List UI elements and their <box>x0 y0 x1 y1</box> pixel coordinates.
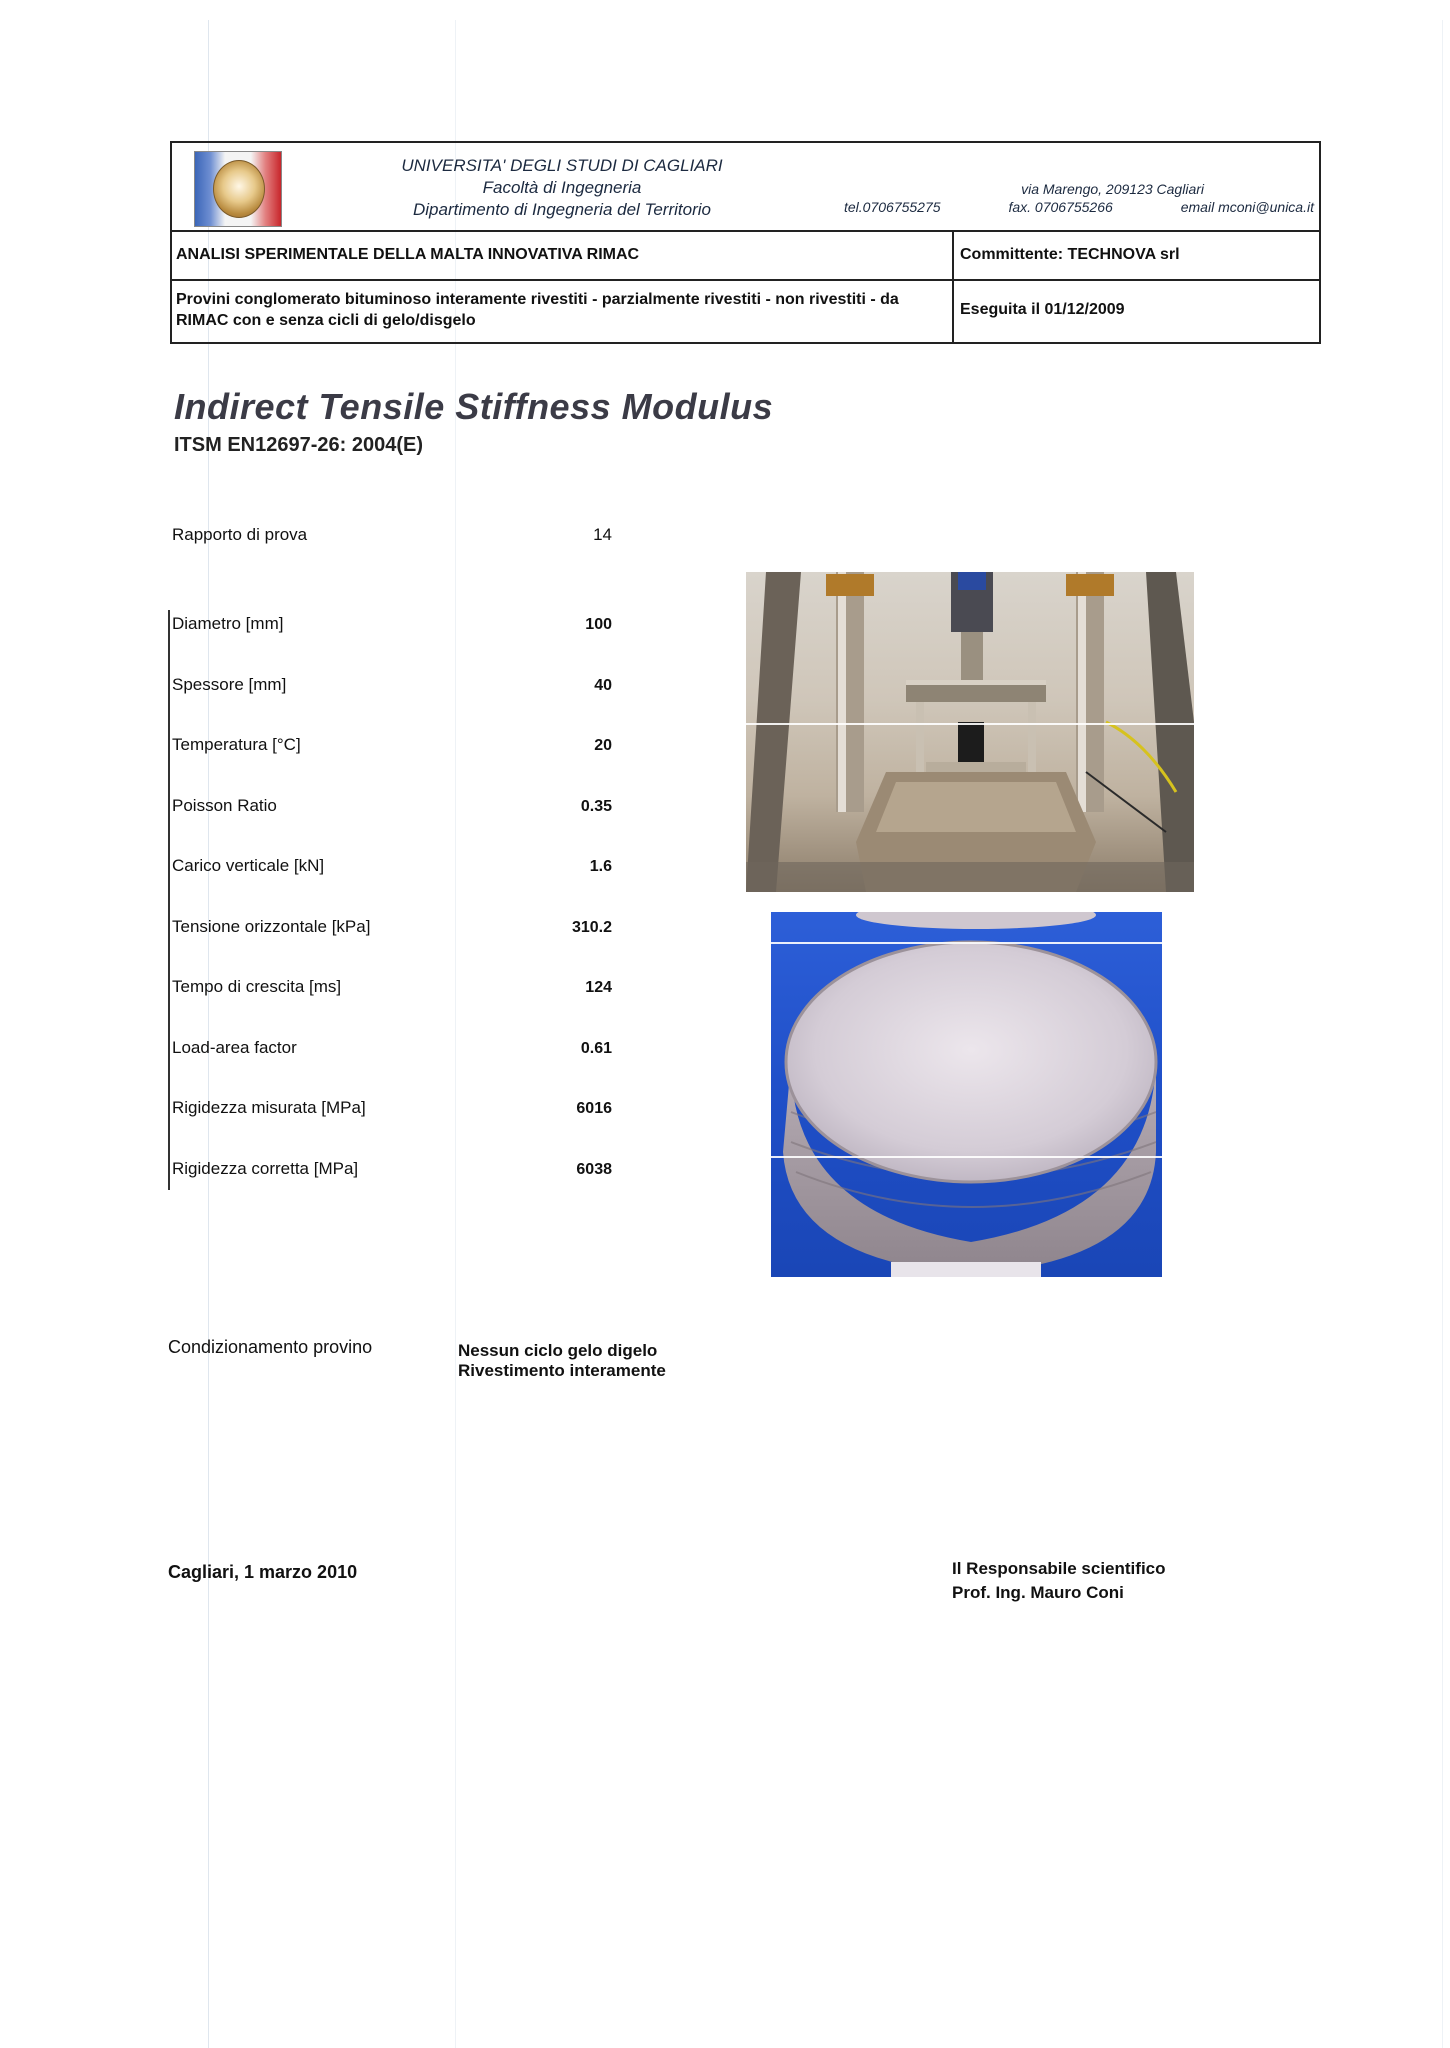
place-date: Cagliari, 1 marzo 2010 <box>168 1562 358 1582</box>
document-title: Indirect Tensile Stiffness Modulus <box>174 386 774 427</box>
param-row <box>172 674 612 736</box>
scan-artifact-line <box>771 1156 1162 1158</box>
testing-machine-photo <box>746 572 1194 892</box>
param-row <box>172 1158 612 1220</box>
param-value: 20 <box>594 737 612 754</box>
signatory-role: Il Responsabile scientifico <box>952 1559 1166 1578</box>
parameters-bracket <box>168 610 170 1190</box>
scan-artifact-line <box>1442 20 1443 2048</box>
phone: tel.0706755275 <box>844 199 941 215</box>
header-row-analysis <box>172 232 1319 281</box>
param-label: Poisson Ratio <box>172 795 277 815</box>
university-name: UNIVERSITA' DEGLI STUDI DI CAGLIARI <box>401 156 723 175</box>
param-label: Rigidezza corretta [MPa] <box>172 1158 359 1178</box>
institution-block <box>392 155 732 221</box>
param-value: 0.61 <box>580 1039 612 1057</box>
conditioning-values <box>458 1341 666 1381</box>
param-label: Tensione orizzontale [kPa] <box>172 916 371 936</box>
university-logo <box>194 151 282 227</box>
client: Committente: TECHNOVA srl <box>960 246 1180 263</box>
scan-artifact-line <box>771 942 1162 944</box>
conditioning-label: Condizionamento provino <box>168 1337 373 1357</box>
coated-sample-illustration <box>771 912 1162 1277</box>
param-value: 100 <box>585 616 612 633</box>
specimens-description: Provini conglomerato bituminoso interamente rivestiti - parzialmente rivestiti - non rivestiti - da RIMAC con e senza cicli di gelo/disgelo <box>176 291 899 329</box>
param-row <box>172 614 612 675</box>
param-row <box>172 1098 612 1159</box>
param-row <box>172 916 612 978</box>
testing-machine-illustration <box>746 572 1194 892</box>
contact-line <box>844 199 1314 215</box>
param-value: 124 <box>585 979 612 996</box>
department-name: Dipartimento di Ingegneria del Territorio <box>413 200 711 219</box>
report-value: 14 <box>593 525 612 544</box>
param-value: 6038 <box>576 1160 612 1178</box>
report-label: Rapporto di prova <box>172 525 308 544</box>
conditioning-line-2: Rivestimento interamente <box>458 1361 666 1380</box>
signature-block <box>952 1557 1166 1605</box>
column-divider <box>952 281 954 342</box>
param-row <box>172 977 612 1038</box>
param-value: 310.2 <box>571 918 612 936</box>
header-box <box>170 141 1321 344</box>
scan-artifact-line <box>746 723 1194 725</box>
conditioning-line-1: Nessun ciclo gelo digelo <box>458 1341 658 1360</box>
param-label: Spessore [mm] <box>172 674 287 694</box>
header-row-specimens <box>172 281 1319 342</box>
param-label: Load-area factor <box>172 1037 297 1057</box>
param-value: 1.6 <box>589 858 612 875</box>
header-row-institution <box>172 143 1319 232</box>
param-row <box>172 856 612 917</box>
address: via Marengo, 209123 Cagliari <box>1021 181 1204 197</box>
param-row <box>172 735 612 796</box>
faculty-name: Facoltà di Ingegneria <box>482 178 642 197</box>
coated-sample-photo <box>771 912 1162 1277</box>
fax: fax. 0706755266 <box>1008 199 1113 215</box>
param-value: 40 <box>594 676 612 694</box>
analysis-title: ANALISI SPERIMENTALE DELLA MALTA INNOVATIVA RIMAC <box>176 246 640 263</box>
param-label: Carico verticale [kN] <box>172 856 325 875</box>
signatory-name: Prof. Ing. Mauro Coni <box>952 1583 1124 1602</box>
email: email mconi@unica.it <box>1180 199 1314 215</box>
param-label: Tempo di crescita [ms] <box>172 977 342 996</box>
university-seal-icon <box>213 160 265 218</box>
param-row <box>172 1037 612 1099</box>
param-label: Temperatura [°C] <box>172 735 301 754</box>
document-standard: ITSM EN12697-26: 2004(E) <box>174 434 424 456</box>
performed-date: Eseguita il 01/12/2009 <box>960 301 1125 318</box>
param-row <box>172 795 612 857</box>
param-label: Rigidezza misurata [MPa] <box>172 1098 366 1117</box>
param-value: 0.35 <box>580 797 612 815</box>
param-label: Diametro [mm] <box>172 614 284 633</box>
column-divider <box>952 232 954 279</box>
param-value: 6016 <box>576 1100 612 1117</box>
contact-block <box>844 181 1314 215</box>
parameters-list <box>172 614 612 1219</box>
